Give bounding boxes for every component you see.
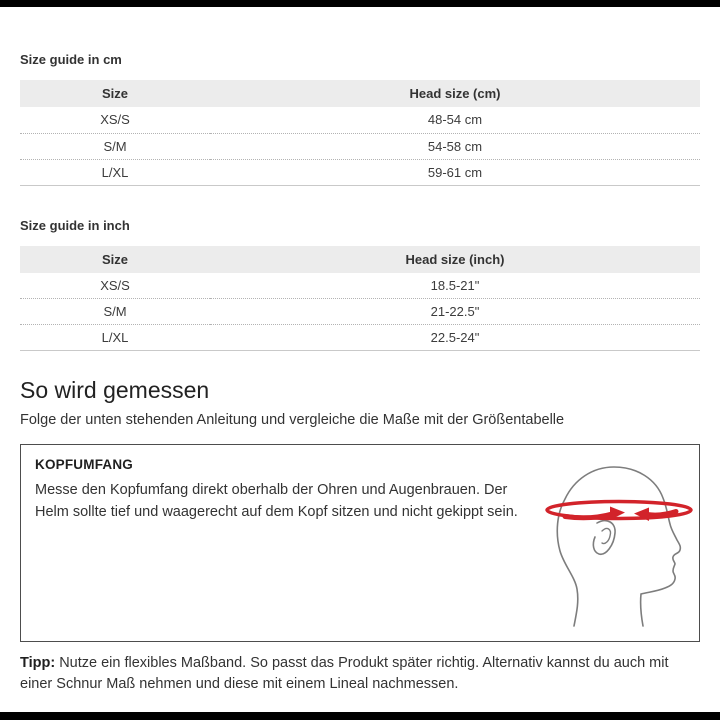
column-header-head-size-inch: Head size (inch) xyxy=(210,246,700,273)
head-size-cell: 21-22.5" xyxy=(210,299,700,325)
size-guide-cm-label: Size guide in cm xyxy=(20,52,122,67)
head-size-cell: 22.5-24" xyxy=(210,325,700,351)
head-size-cell: 59-61 cm xyxy=(210,159,700,185)
table-row xyxy=(20,107,700,133)
info-box-title: KOPFUMFANG xyxy=(35,457,133,472)
bottom-edge-bar xyxy=(0,712,720,720)
column-header-head-size-cm: Head size (cm) xyxy=(210,80,700,107)
ear-inner-line xyxy=(602,529,610,544)
head-profile-illustration xyxy=(537,459,697,634)
top-edge-bar xyxy=(0,0,720,7)
size-cell: L/XL xyxy=(20,159,210,185)
measurement-info-box xyxy=(20,444,700,642)
table-row xyxy=(20,133,700,159)
size-table-cm xyxy=(20,80,700,186)
size-guide-content xyxy=(20,7,700,695)
column-header-size: Size xyxy=(20,80,210,107)
head-size-cell: 54-58 cm xyxy=(210,133,700,159)
head-size-cell: 48-54 cm xyxy=(427,112,483,128)
band-arrow-left-shaft xyxy=(565,514,612,518)
tip-text: Nutze ein flexibles Maßband. So passt das Produkt später richtig. Alternativ kannst du auch mit einer Schnur Maß nehmen und diese mit einem Lineal nachmessen. xyxy=(20,655,669,692)
table-row xyxy=(20,273,700,299)
table-row xyxy=(20,299,700,325)
table-row xyxy=(20,159,700,185)
head-size-cell: 18.5-21" xyxy=(430,277,480,293)
size-cell: S/M xyxy=(20,133,210,159)
size-cell: S/M xyxy=(20,299,210,325)
band-arrow-right-shaft xyxy=(647,512,676,516)
size-table-inch xyxy=(20,246,700,352)
size-cell: XS/S xyxy=(100,277,130,293)
tip-label: Tipp: xyxy=(20,655,56,671)
size-cell: L/XL xyxy=(20,325,210,351)
ear-icon xyxy=(593,521,615,555)
table-header-row xyxy=(20,80,700,107)
info-box-text: Messe den Kopfumfang direkt oberhalb der Ohren und Augenbrauen. Der Helm sollte tief und waagerecht auf dem Kopf sitzen und nicht gekippt sein. xyxy=(35,482,518,520)
measure-section-subtitle: Folge der unten stehenden Anleitung und vergleiche die Maße mit der Größentabelle xyxy=(20,412,565,428)
measure-section-title: So wird gemessen xyxy=(20,377,210,403)
column-header-size: Size xyxy=(20,246,210,273)
size-guide-inch-label: Size guide in inch xyxy=(20,217,130,233)
size-cell: XS/S xyxy=(100,112,130,128)
table-header-row xyxy=(20,246,700,273)
head-outline-path xyxy=(557,467,680,626)
tip-paragraph xyxy=(20,653,700,695)
table-row xyxy=(20,325,700,351)
